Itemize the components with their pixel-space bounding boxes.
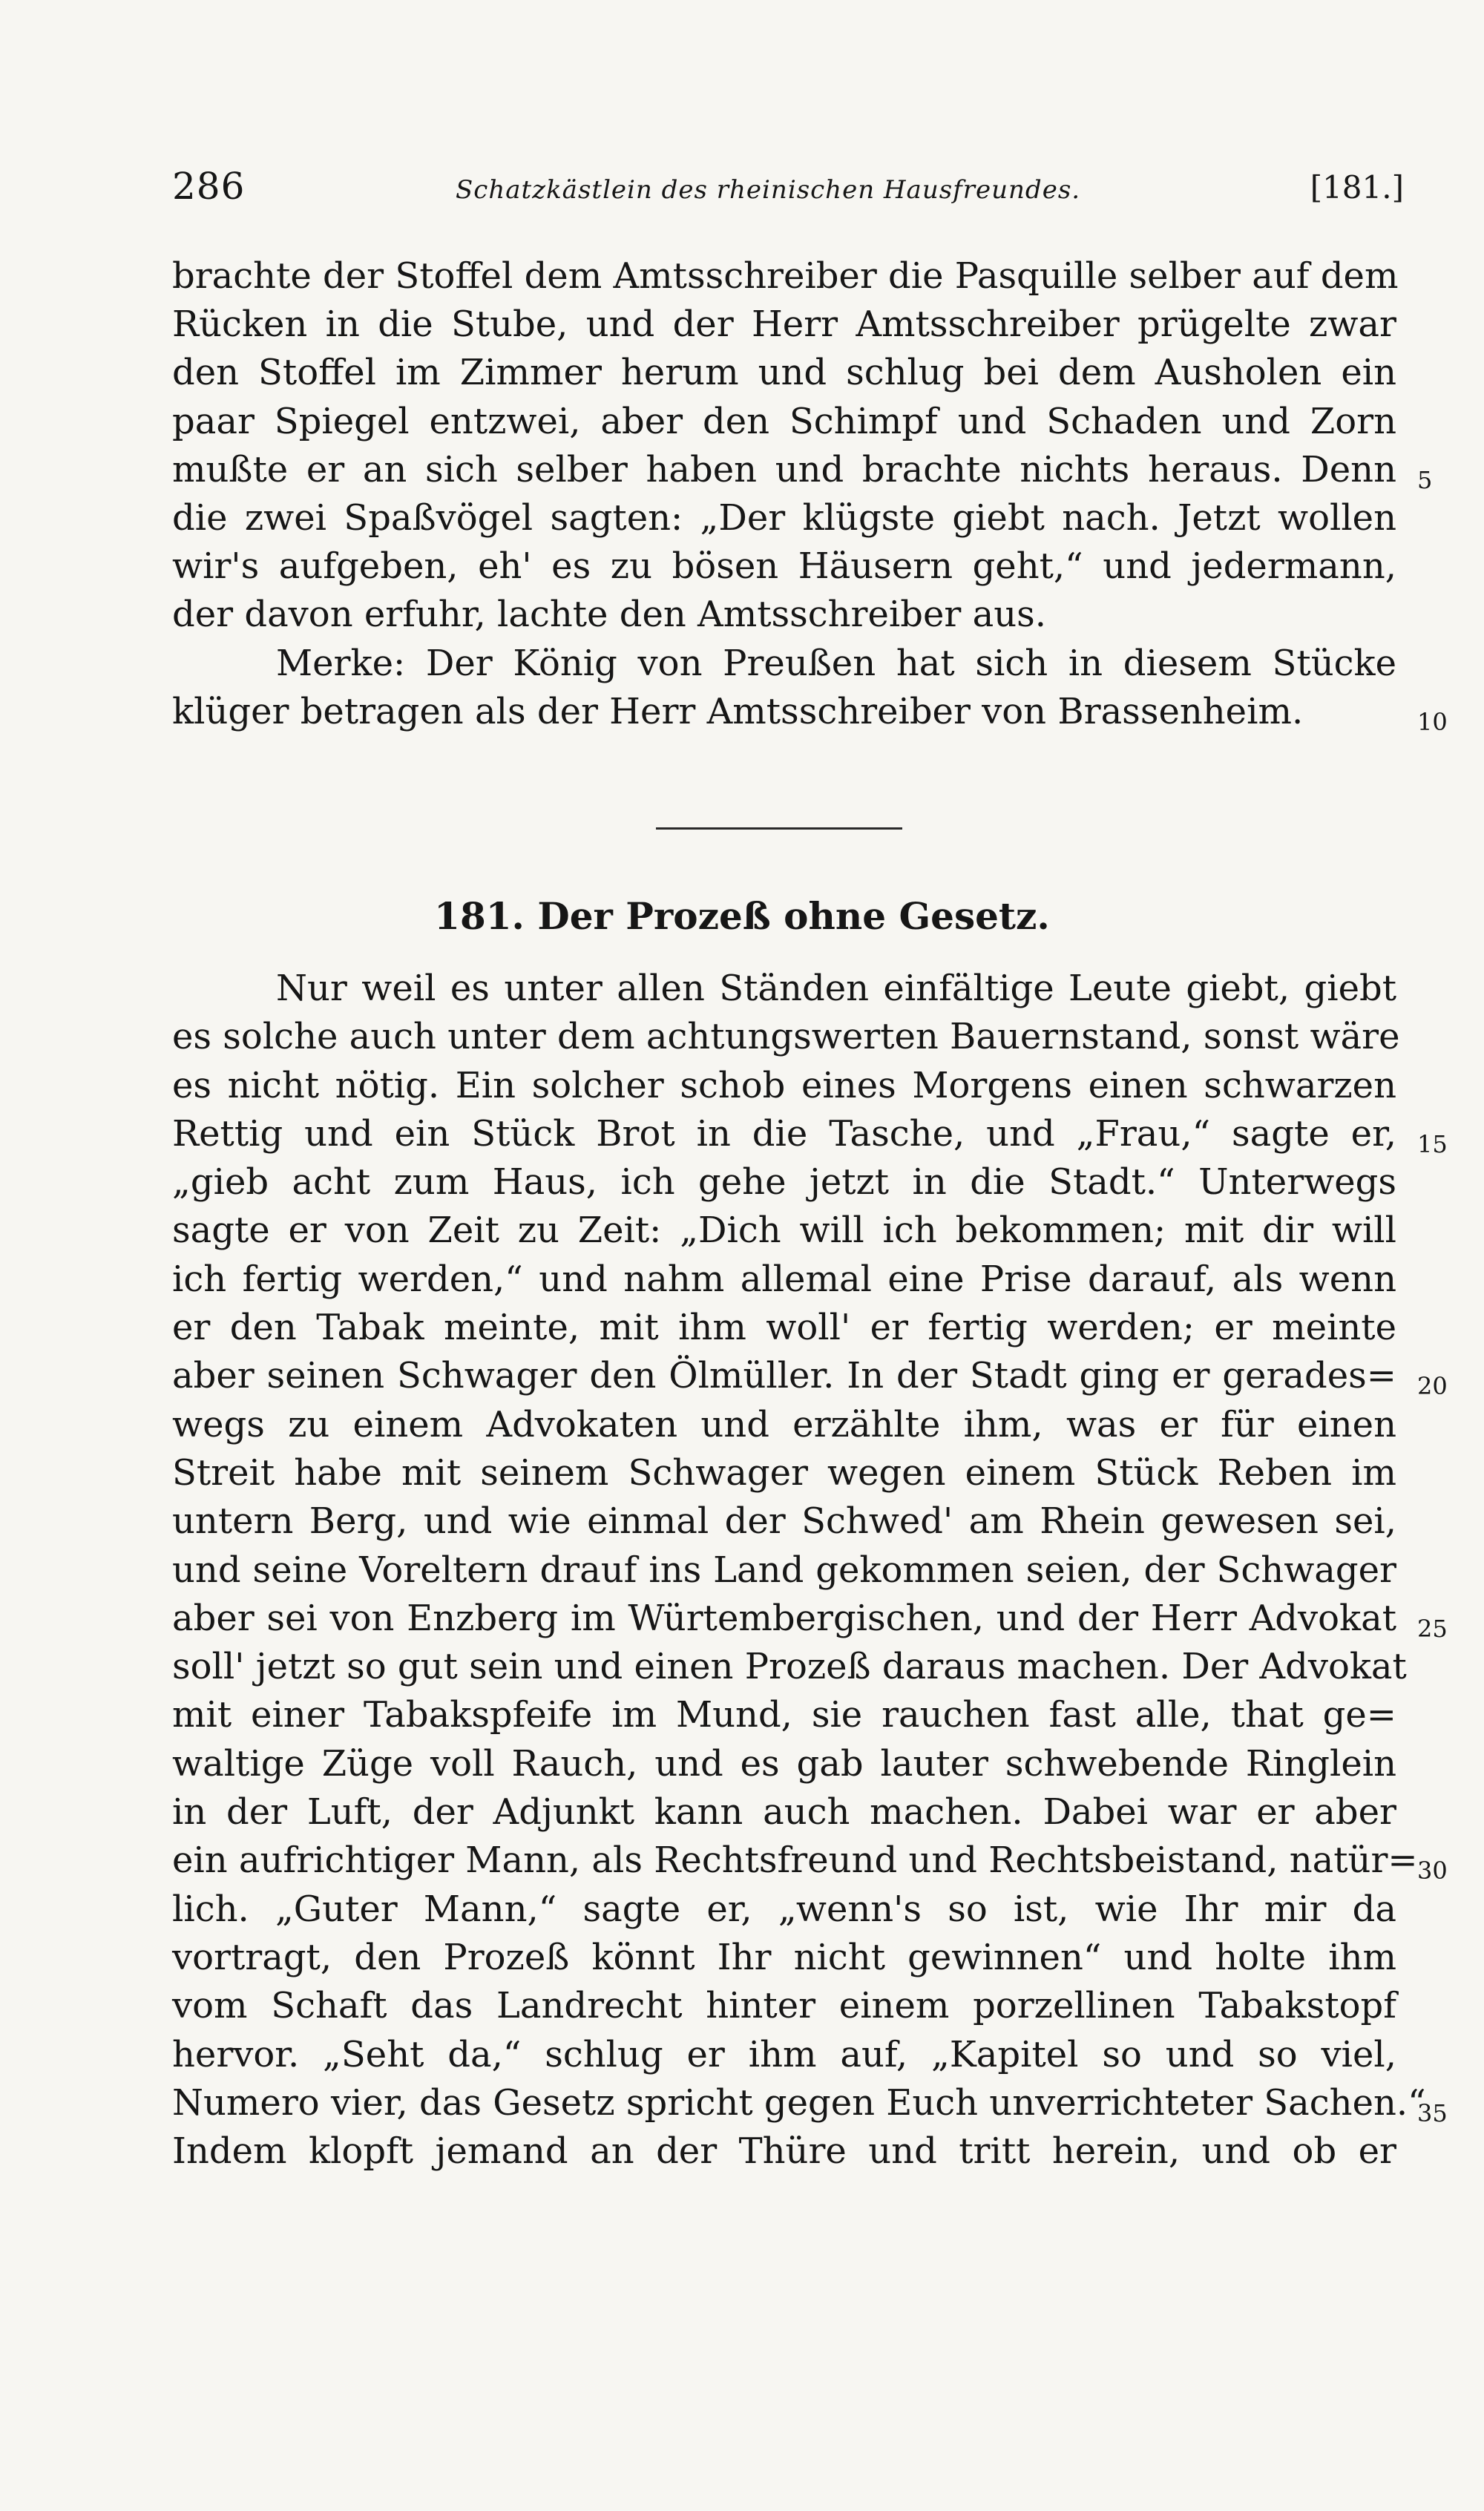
text-line: klüger betragen als der Herr Amtsschreiber von Brassenheim. 10 <box>172 688 1396 736</box>
text-line: aber sei von Enzberg im Würtembergischen, und der Herr Advokat 25 <box>172 1595 1396 1643</box>
text-line: „gieb acht zum Haus, ich gehe jetzt in die Stadt.“ Unterwegs <box>172 1161 1396 1204</box>
text-line: paar Spiegel entzwei, aber den Schimpf und Schaden und Zorn <box>172 400 1396 442</box>
text-line: Merke: Der König von Preußen hat sich in diesem Stücke <box>276 642 1396 684</box>
text-line: Numero vier, das Gesetz spricht gegen Euch unverrichteter Sachen.“ 35 <box>172 2079 1396 2127</box>
text-line: vom Schaft das Landrecht hinter einem porzellinen Tabakstopf <box>172 1985 1396 2027</box>
line-number: 30 <box>1417 1857 1448 1885</box>
text-line: ich fertig werden,“ und nahm allemal eine Prise darauf, als wenn <box>172 1258 1396 1300</box>
text-line: lich. „Guter Mann,“ sagte er, „wenn's so ist, wie Ihr mir da <box>172 1888 1396 1930</box>
section-title: 181. Der Prozeß ohne Gesetz. <box>434 894 1050 938</box>
text-line: brachte der Stoffel dem Amtsschreiber die Pasquille selber auf dem <box>172 255 1399 297</box>
text-line: soll' jetzt so gut sein und einen Prozeß daraus machen. Der Advokat <box>172 1646 1407 1688</box>
text-line: er den Tabak meinte, mit ihm woll' er fertig werden; er meinte <box>172 1307 1396 1349</box>
text-line: der davon erfuhr, lachte den Amtsschreiber aus. <box>172 594 1047 636</box>
text-line: es solche auch unter dem achtungswerten Bauernstand, sonst wäre <box>172 1016 1400 1058</box>
line-number: 35 <box>1417 2098 1448 2127</box>
page-header <box>172 165 1404 217</box>
text-line: untern Berg, und wie einmal der Schwed' am Rhein gewesen sei, <box>172 1500 1396 1543</box>
text-line: Nur weil es unter allen Ständen einfältige Leute giebt, giebt <box>276 968 1396 1009</box>
text-line: in der Luft, der Adjunkt kann auch machen. Dabei war er aber <box>172 1791 1396 1834</box>
line-number: 5 <box>1417 465 1433 494</box>
line-number: 20 <box>1417 1372 1448 1401</box>
text-line: vortragt, den Prozeß könnt Ihr nicht gewinnen“ und holte ihm <box>172 1936 1396 1978</box>
text-line: Indem klopft jemand an der Thüre und tritt herein, und ob er <box>172 2130 1396 2173</box>
text-line: mußte er an sich selber haben und brachte nichts heraus. Denn 5 <box>172 446 1396 494</box>
text-line: den Stoffel im Zimmer herum und schlug bei dem Ausholen ein <box>172 352 1396 394</box>
text-line: Streit habe mit seinem Schwager wegen einem Stück Reben im <box>172 1451 1396 1494</box>
line-number: 15 <box>1417 1129 1448 1158</box>
story-body <box>172 965 1448 2176</box>
text-line: wir's aufgeben, eh' es zu bösen Häusern geht,“ und jedermann, <box>172 545 1396 588</box>
line-number: 10 <box>1417 707 1448 736</box>
text-line: es nicht nötig. Ein solcher schob eines Morgens einen schwarzen <box>172 1064 1396 1106</box>
section-divider <box>656 827 902 830</box>
running-title: Schatzkästlein des rheinischen Hausfreundes. <box>456 175 1081 205</box>
text-line: hervor. „Seht da,“ schlug er ihm auf, „Kapitel so und so viel, <box>172 2033 1396 2075</box>
text-line: aber seinen Schwager den Ölmüller. In der Stadt ging er gerades= 20 <box>172 1352 1396 1400</box>
text-line: wegs zu einem Advokaten und erzählte ihm, was er für einen <box>172 1403 1396 1445</box>
text-line: Rücken in die Stube, und der Herr Amtsschreiber prügelte zwar <box>172 303 1396 346</box>
text-line: ein aufrichtiger Mann, als Rechtsfreund und Rechtsbeistand, natür= 30 <box>172 1837 1396 1885</box>
text-line: Rettig und ein Stück Brot in die Tasche, und „Frau,“ sagte er, 15 <box>172 1110 1396 1158</box>
story-ending <box>172 252 1448 736</box>
page-number: 286 <box>172 165 246 208</box>
text-line: sagte er von Zeit zu Zeit: „Dich will ich bekommen; mit dir will <box>172 1209 1396 1252</box>
section-reference: [181.] <box>1310 169 1404 206</box>
text-line: mit einer Tabakspfeife im Mund, sie rauchen fast alle, that ge= <box>172 1694 1396 1736</box>
line-number: 25 <box>1417 1614 1448 1643</box>
text-line: die zwei Spaßvögel sagten: „Der klügste giebt nach. Jetzt wollen <box>172 496 1396 539</box>
text-line: waltige Züge voll Rauch, und es gab lauter schwebende Ringlein <box>172 1742 1396 1785</box>
text-line: und seine Voreltern drauf ins Land gekommen seien, der Schwager <box>172 1549 1396 1591</box>
